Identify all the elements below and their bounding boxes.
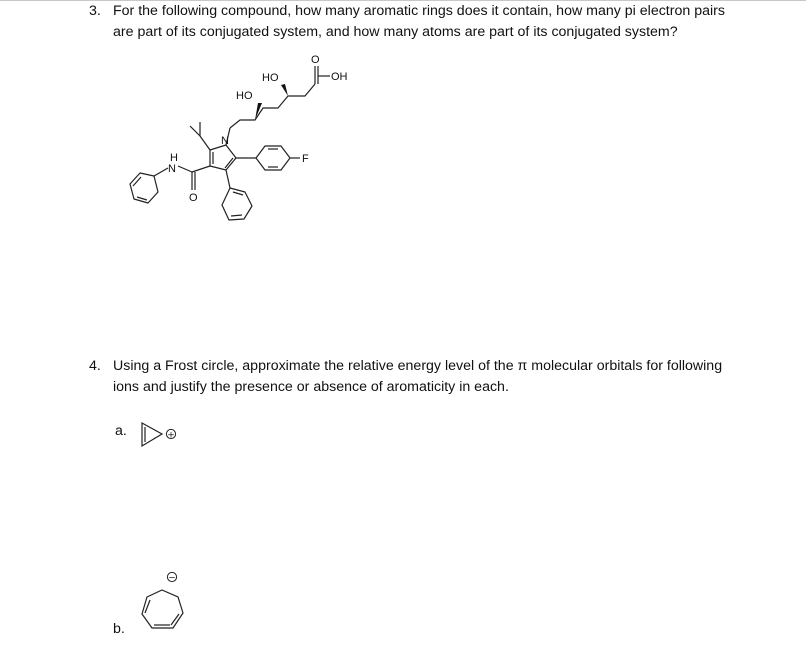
fluorine-label: F	[302, 153, 309, 165]
amide-h-label: H	[170, 152, 178, 164]
compound-structure	[0, 0, 806, 260]
question-3-text-line-2: are part of its conjugated system, and how many atoms are part of its conjugated system?	[113, 24, 678, 40]
phenyl-inner-bond	[231, 215, 242, 216]
pyrrole-n-label: N	[221, 135, 229, 147]
plus-charge-sign: +	[167, 430, 175, 441]
question-4-text-line-2: ions and justify the presence or absence of aromaticity in each.	[113, 379, 509, 395]
cyclopropenyl-cation	[138, 420, 188, 450]
cycloheptatriene-double-bond	[171, 614, 179, 625]
amide-bond	[178, 166, 210, 172]
part-a-label: a.	[115, 423, 127, 439]
question-4-number: 4.	[89, 358, 101, 374]
n-phenyl-inner-bond	[137, 197, 147, 200]
ho-top-label: HO	[262, 72, 279, 84]
question-4-text-line-1: Using a Frost circle, approximate the relative energy level of the π molecular orbitals for following	[113, 358, 723, 374]
question-3-number: 3.	[89, 3, 101, 19]
carbonyl-o-label: O	[311, 54, 320, 66]
oh-label: OH	[331, 71, 348, 83]
part-b-label: b.	[113, 621, 125, 637]
amide-o-label: O	[189, 192, 198, 204]
cycloheptatrienyl-anion	[138, 568, 198, 638]
ho-left-label: HO	[236, 90, 253, 102]
n-phenyl-inner-bond	[133, 177, 141, 186]
pyrrole-ring	[210, 145, 236, 170]
question-3-text-line-1: For the following compound, how many aromatic rings does it contain, how many pi electron pairs	[113, 3, 725, 19]
minus-charge-sign: −	[168, 573, 176, 584]
cycloheptatriene-ring	[142, 590, 183, 628]
aryl-link-bond	[226, 170, 230, 188]
amide-n-label: N	[168, 163, 176, 175]
wedge-bond	[281, 84, 288, 96]
phenyl-inner-bond	[233, 192, 243, 195]
n-phenyl-bond	[154, 168, 168, 176]
